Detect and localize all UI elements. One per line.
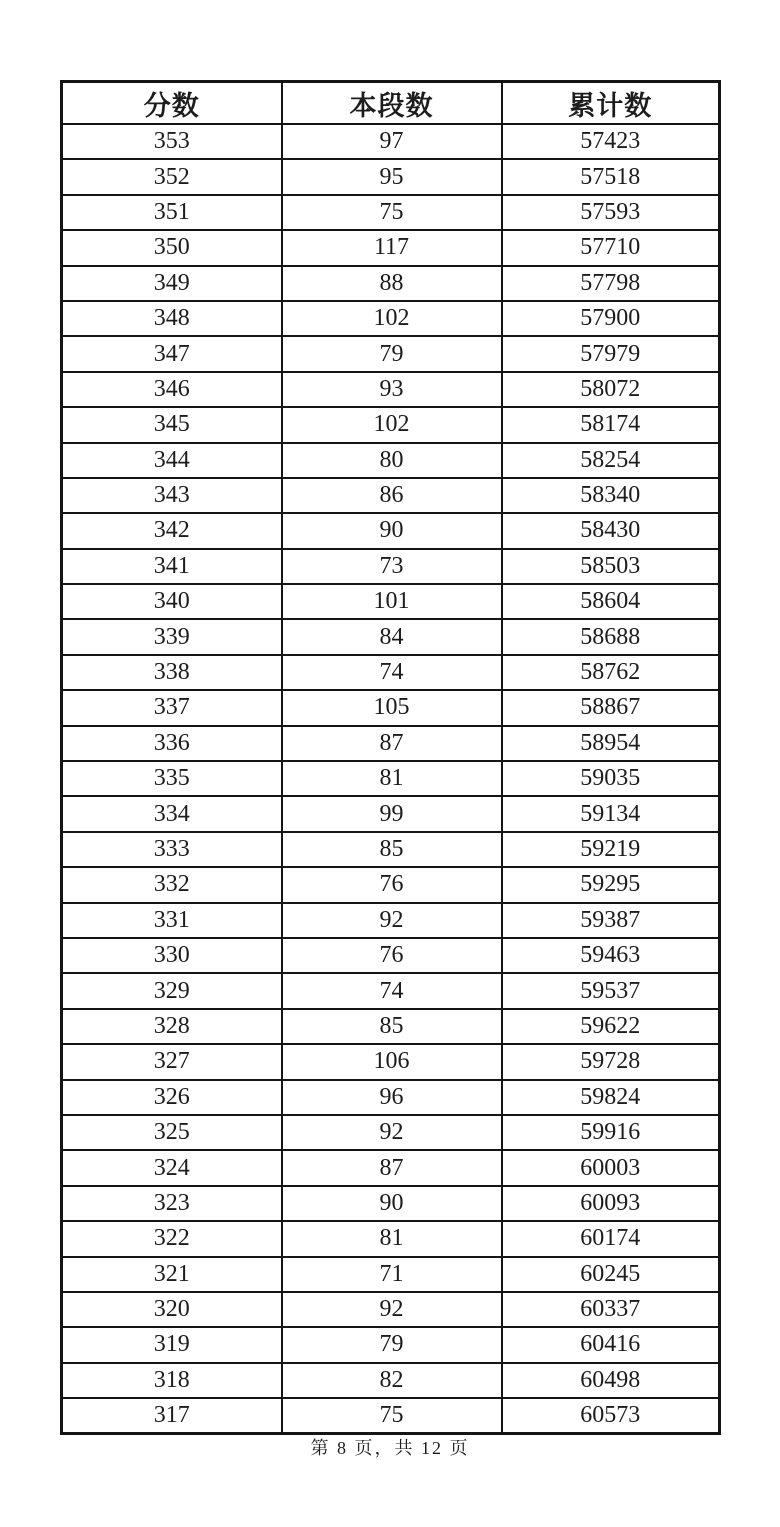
segment-count-cell: 86 (282, 478, 502, 513)
score-cell: 342 (62, 513, 282, 548)
score-cell: 320 (62, 1292, 282, 1327)
table-row (62, 1115, 720, 1150)
segment-count-cell: 73 (282, 549, 502, 584)
score-cell: 336 (62, 726, 282, 761)
segment-count-cell: 90 (282, 1186, 502, 1221)
score-cell: 337 (62, 690, 282, 725)
table-row (62, 159, 720, 194)
table-row (62, 1009, 720, 1044)
table-row (62, 549, 720, 584)
score-cell: 346 (62, 372, 282, 407)
table-row (62, 726, 720, 761)
segment-count-cell: 84 (282, 619, 502, 654)
table-row (62, 832, 720, 867)
segment-count-cell: 74 (282, 973, 502, 1008)
segment-count-cell: 87 (282, 726, 502, 761)
score-cell: 332 (62, 867, 282, 902)
table-row (62, 266, 720, 301)
segment-count-cell: 97 (282, 124, 502, 159)
cumulative-count-cell: 57710 (502, 230, 720, 265)
segment-count-cell: 92 (282, 1292, 502, 1327)
segment-count-cell: 76 (282, 867, 502, 902)
score-cell: 340 (62, 584, 282, 619)
segment-count-cell: 92 (282, 1115, 502, 1150)
table-row (62, 761, 720, 796)
cumulative-count-cell: 58688 (502, 619, 720, 654)
table-row (62, 1150, 720, 1185)
table-row (62, 619, 720, 654)
segment-count-cell: 105 (282, 690, 502, 725)
score-distribution-table (60, 80, 721, 1435)
cumulative-count-cell: 59537 (502, 973, 720, 1008)
score-cell: 334 (62, 796, 282, 831)
score-cell: 324 (62, 1150, 282, 1185)
cumulative-count-cell: 60337 (502, 1292, 720, 1327)
cumulative-count-cell: 60416 (502, 1327, 720, 1362)
score-cell: 331 (62, 903, 282, 938)
table-row (62, 372, 720, 407)
score-cell: 328 (62, 1009, 282, 1044)
cumulative-count-cell: 59824 (502, 1080, 720, 1115)
cumulative-count-cell: 57900 (502, 301, 720, 336)
cumulative-count-cell: 60174 (502, 1221, 720, 1256)
segment-count-cell: 79 (282, 336, 502, 371)
segment-count-cell: 76 (282, 938, 502, 973)
table-row (62, 1327, 720, 1362)
table-row (62, 1363, 720, 1398)
cumulative-count-cell: 58254 (502, 443, 720, 478)
cumulative-count-cell: 57593 (502, 195, 720, 230)
column-header-score: 分数 (62, 82, 282, 125)
cumulative-count-cell: 57518 (502, 159, 720, 194)
table-row (62, 230, 720, 265)
cumulative-count-cell: 60573 (502, 1398, 720, 1434)
cumulative-count-cell: 59134 (502, 796, 720, 831)
cumulative-count-cell: 58503 (502, 549, 720, 584)
segment-count-cell: 95 (282, 159, 502, 194)
table-row (62, 407, 720, 442)
score-cell: 329 (62, 973, 282, 1008)
table-row (62, 938, 720, 973)
cumulative-count-cell: 57423 (502, 124, 720, 159)
cumulative-count-cell: 59728 (502, 1044, 720, 1079)
cumulative-count-cell: 59295 (502, 867, 720, 902)
page-number-footer: 第 8 页，共 12 页 (310, 1438, 470, 1458)
segment-count-cell: 82 (282, 1363, 502, 1398)
cumulative-count-cell: 57798 (502, 266, 720, 301)
score-cell: 327 (62, 1044, 282, 1079)
segment-count-cell: 85 (282, 832, 502, 867)
table-row (62, 796, 720, 831)
segment-count-cell: 88 (282, 266, 502, 301)
score-cell: 344 (62, 443, 282, 478)
cumulative-count-cell: 59916 (502, 1115, 720, 1150)
score-cell: 353 (62, 124, 282, 159)
table-header (62, 82, 720, 125)
segment-count-cell: 102 (282, 301, 502, 336)
cumulative-count-cell: 58954 (502, 726, 720, 761)
segment-count-cell: 85 (282, 1009, 502, 1044)
table-row (62, 1257, 720, 1292)
cumulative-count-cell: 58340 (502, 478, 720, 513)
segment-count-cell: 87 (282, 1150, 502, 1185)
cumulative-count-cell: 58174 (502, 407, 720, 442)
score-cell: 322 (62, 1221, 282, 1256)
cumulative-count-cell: 58430 (502, 513, 720, 548)
column-header-cumulative-count: 累计数 (502, 82, 720, 125)
table-body (62, 124, 720, 1434)
table-row (62, 690, 720, 725)
segment-count-cell: 101 (282, 584, 502, 619)
cumulative-count-cell: 57979 (502, 336, 720, 371)
score-cell: 323 (62, 1186, 282, 1221)
score-cell: 319 (62, 1327, 282, 1362)
score-cell: 348 (62, 301, 282, 336)
score-cell: 345 (62, 407, 282, 442)
score-cell: 352 (62, 159, 282, 194)
segment-count-cell: 102 (282, 407, 502, 442)
table-row (62, 655, 720, 690)
table-row (62, 513, 720, 548)
score-cell: 338 (62, 655, 282, 690)
cumulative-count-cell: 59463 (502, 938, 720, 973)
cumulative-count-cell: 60003 (502, 1150, 720, 1185)
segment-count-cell: 75 (282, 195, 502, 230)
cumulative-count-cell: 59035 (502, 761, 720, 796)
table-row (62, 1080, 720, 1115)
segment-count-cell: 92 (282, 903, 502, 938)
segment-count-cell: 81 (282, 761, 502, 796)
table-row (62, 867, 720, 902)
table-row (62, 584, 720, 619)
score-cell: 333 (62, 832, 282, 867)
cumulative-count-cell: 60498 (502, 1363, 720, 1398)
cumulative-count-cell: 58604 (502, 584, 720, 619)
segment-count-cell: 71 (282, 1257, 502, 1292)
cumulative-count-cell: 58867 (502, 690, 720, 725)
table-row (62, 1221, 720, 1256)
score-cell: 317 (62, 1398, 282, 1434)
cumulative-count-cell: 59622 (502, 1009, 720, 1044)
segment-count-cell: 80 (282, 443, 502, 478)
score-cell: 349 (62, 266, 282, 301)
score-cell: 341 (62, 549, 282, 584)
cumulative-count-cell: 60093 (502, 1186, 720, 1221)
score-cell: 350 (62, 230, 282, 265)
cumulative-count-cell: 59387 (502, 903, 720, 938)
segment-count-cell: 74 (282, 655, 502, 690)
table-row (62, 443, 720, 478)
score-cell: 343 (62, 478, 282, 513)
table-row (62, 195, 720, 230)
table-row (62, 1044, 720, 1079)
segment-count-cell: 96 (282, 1080, 502, 1115)
segment-count-cell: 99 (282, 796, 502, 831)
segment-count-cell: 81 (282, 1221, 502, 1256)
score-cell: 330 (62, 938, 282, 973)
segment-count-cell: 93 (282, 372, 502, 407)
table-row (62, 903, 720, 938)
table-row (62, 1292, 720, 1327)
table-row (62, 124, 720, 159)
score-cell: 325 (62, 1115, 282, 1150)
score-cell: 318 (62, 1363, 282, 1398)
cumulative-count-cell: 60245 (502, 1257, 720, 1292)
table-row (62, 973, 720, 1008)
segment-count-cell: 106 (282, 1044, 502, 1079)
score-cell: 347 (62, 336, 282, 371)
table-row (62, 1186, 720, 1221)
segment-count-cell: 75 (282, 1398, 502, 1434)
score-cell: 351 (62, 195, 282, 230)
header-row (62, 82, 720, 125)
cumulative-count-cell: 58762 (502, 655, 720, 690)
table-row (62, 301, 720, 336)
table-row (62, 336, 720, 371)
cumulative-count-cell: 58072 (502, 372, 720, 407)
segment-count-cell: 79 (282, 1327, 502, 1362)
score-cell: 321 (62, 1257, 282, 1292)
score-cell: 339 (62, 619, 282, 654)
table-row (62, 478, 720, 513)
column-header-segment-count: 本段数 (282, 82, 502, 125)
cumulative-count-cell: 59219 (502, 832, 720, 867)
table-row (62, 1398, 720, 1434)
score-cell: 335 (62, 761, 282, 796)
segment-count-cell: 117 (282, 230, 502, 265)
score-cell: 326 (62, 1080, 282, 1115)
segment-count-cell: 90 (282, 513, 502, 548)
